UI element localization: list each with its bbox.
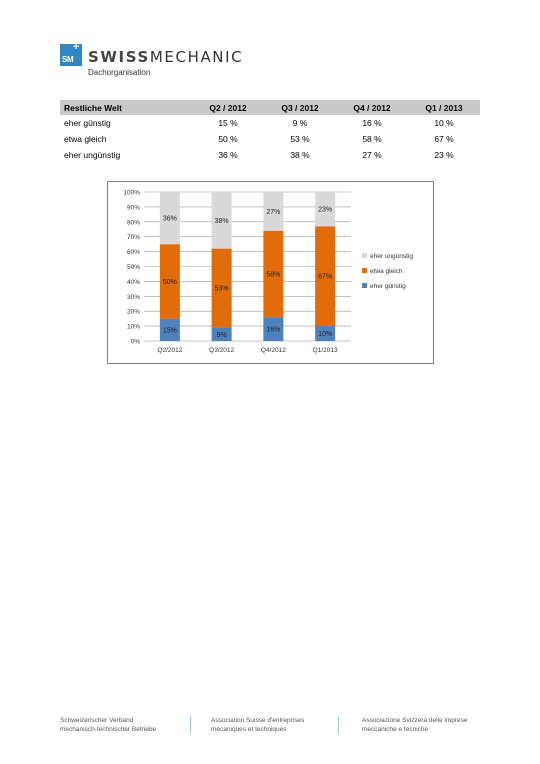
- footer-line: Associazione Svizzera delle imprese: [362, 717, 468, 724]
- data-label: 50%: [162, 278, 177, 286]
- footer-column-de: [60, 716, 156, 734]
- table-cell: 10 %: [434, 118, 454, 128]
- table-cell: 15 %: [218, 118, 238, 128]
- column-header: Q2 / 2012: [192, 100, 264, 115]
- data-label: 58%: [266, 271, 281, 279]
- table-row: [60, 115, 480, 131]
- column-header: Restliche Welt: [60, 100, 192, 115]
- table-cell: 38 %: [290, 150, 310, 160]
- legend-swatch: [362, 283, 367, 288]
- table-cell: 67 %: [434, 134, 454, 144]
- table-cell: 9 %: [292, 118, 308, 128]
- data-label: 23%: [318, 206, 333, 214]
- column-header: Q4 / 2012: [336, 100, 408, 115]
- data-label: 16%: [266, 326, 281, 334]
- y-tick-label: 60%: [126, 249, 140, 257]
- data-label: 53%: [214, 285, 229, 293]
- data-label: 27%: [266, 208, 281, 216]
- footer-column-fr: [211, 716, 304, 734]
- plus-icon: +: [73, 41, 80, 53]
- footer-line: Association Suisse d'entreprises: [211, 717, 305, 724]
- footer-column-it: [362, 716, 468, 734]
- table-row: [60, 147, 480, 163]
- table-cell: 50 %: [218, 134, 238, 144]
- table-header-row: [60, 100, 480, 115]
- stacked-bar-chart: [107, 181, 434, 364]
- table-cell: 53 %: [290, 134, 310, 144]
- table-row: [60, 131, 480, 147]
- logo-mark-text: SM: [62, 55, 74, 64]
- footer-divider: [338, 716, 339, 734]
- data-label: 38%: [214, 217, 229, 225]
- data-table: [60, 100, 480, 163]
- table-cell: 36 %: [218, 150, 238, 160]
- x-tick-label: Q3/2012: [209, 347, 235, 354]
- footer-line: mécaniques et techniques: [211, 726, 287, 733]
- chart-canvas: [108, 182, 433, 363]
- y-tick-label: 70%: [126, 234, 140, 242]
- table-cell: 23 %: [434, 150, 454, 160]
- x-tick-label: Q1/2013: [312, 347, 338, 354]
- row-label: eher günstig: [64, 118, 111, 128]
- y-tick-label: 80%: [126, 219, 140, 227]
- footer-line: mechanisch-technischer Betriebe: [60, 726, 157, 733]
- legend-label: eher günstig: [370, 283, 406, 290]
- y-tick-label: 90%: [126, 204, 140, 212]
- legend-swatch: [362, 268, 367, 273]
- row-label: eher ungünstig: [64, 150, 121, 160]
- data-label: 10%: [318, 331, 333, 339]
- y-tick-label: 30%: [126, 293, 140, 301]
- legend-label: eher ungünstig: [370, 253, 414, 260]
- column-header: Q1 / 2013: [408, 100, 480, 115]
- legend-label: etwa gleich: [370, 268, 403, 275]
- table-cell: 16 %: [362, 118, 382, 128]
- x-tick-label: Q4/2012: [260, 347, 286, 354]
- table-cell: 58 %: [362, 134, 382, 144]
- data-label: 15%: [162, 327, 177, 335]
- y-tick-label: 10%: [126, 323, 140, 331]
- y-tick-label: 0%: [130, 338, 140, 346]
- data-label: 67%: [318, 273, 333, 281]
- y-tick-label: 20%: [126, 308, 140, 316]
- table-cell: 27 %: [362, 150, 382, 160]
- footer-line: Schweizerischer Verband: [60, 717, 134, 724]
- row-label: etwa gleich: [64, 134, 107, 144]
- brand-subtitle: Dachorganisation: [88, 68, 151, 77]
- data-label: 36%: [162, 215, 177, 223]
- y-tick-label: 50%: [126, 264, 140, 271]
- footer-line: meccaniche e tecniche: [362, 726, 429, 733]
- brand-part-1: SWISS: [88, 48, 150, 66]
- column-header: Q3 / 2012: [264, 100, 336, 115]
- x-tick-label: Q2/2012: [157, 347, 183, 354]
- brand-part-2: MECHANIC: [149, 48, 244, 66]
- brand-name: [88, 48, 243, 66]
- footer-divider: [190, 716, 191, 734]
- y-tick-label: 100%: [123, 189, 140, 197]
- logo-mark-icon: [60, 41, 82, 66]
- legend-swatch: [362, 253, 367, 258]
- data-label: 9%: [216, 331, 227, 339]
- y-tick-label: 40%: [126, 278, 140, 286]
